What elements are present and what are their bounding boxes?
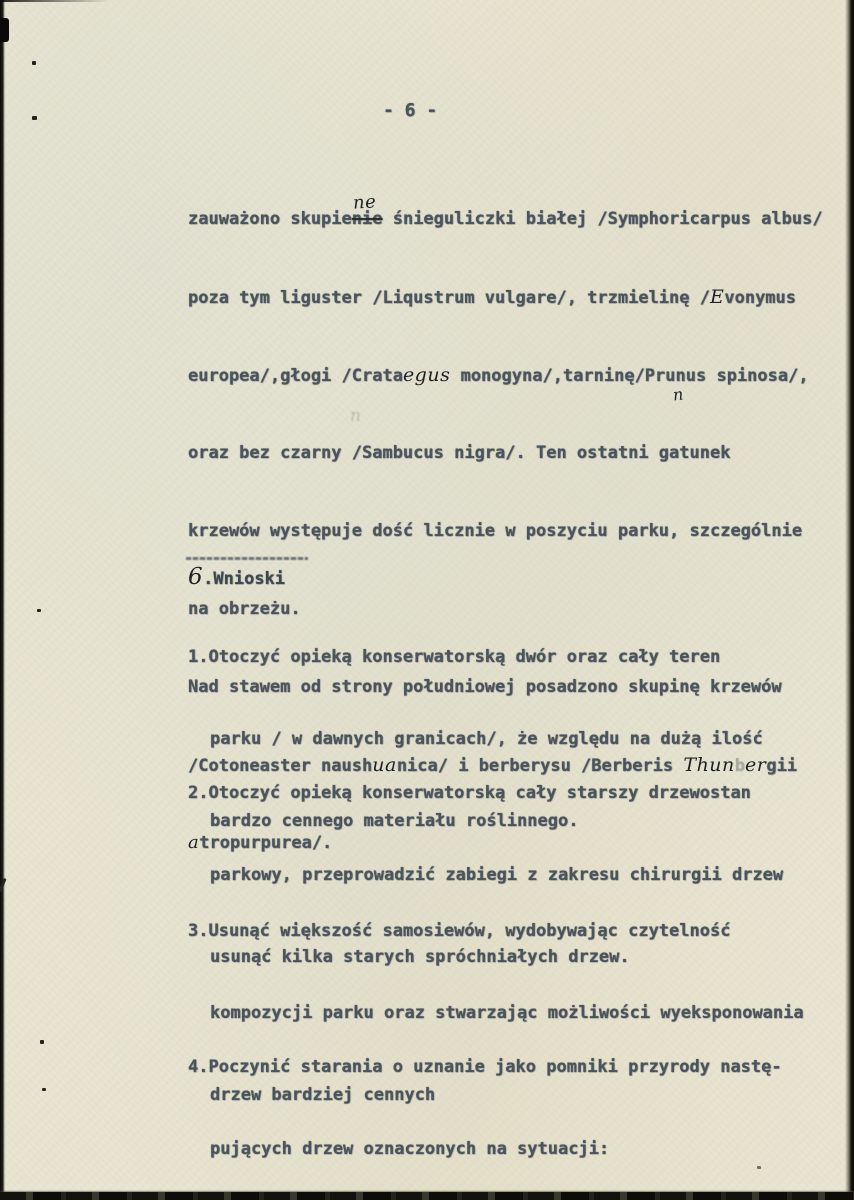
handwritten-correction: n: [671, 384, 685, 405]
handwritten-correction: Thun: [683, 754, 735, 776]
typed-text: nica/ i berberysu /Berberis: [396, 756, 684, 776]
scan-edge-top: [0, 0, 110, 2]
item-line: 1.Otoczyć opieką konserwatorską dwór oraz cały teren: [188, 647, 721, 667]
typed-text: poza tym liguster /Liqustrum vulgare/, trzmielinę /: [188, 288, 710, 308]
typed-text: zauważono skupie: [188, 209, 352, 229]
item-line: parkowy, przeprowadzić zabiegi z zakresu chirurgii drzew: [210, 865, 784, 885]
correction-wrap: [671, 357, 686, 405]
scan-speck: [37, 609, 41, 612]
handwritten-correction: ua: [372, 754, 397, 776]
paragraph-line: [188, 191, 848, 238]
item-line: drzew bardziej cennych: [210, 1085, 436, 1105]
typed-text: us spinosa/,: [685, 366, 809, 386]
typed-text: tropurpurea/.: [199, 833, 333, 853]
heading-line: [188, 558, 285, 596]
item-line: 4.Poczynić starania o uznanie jako pomniki przyrody nastę-: [188, 1057, 782, 1077]
pencil-ghost-mark: n: [350, 406, 361, 426]
item-line: bardzo cennego materiału roślinnego.: [210, 811, 579, 831]
item-line: 2.Otoczyć opieką konserwatorską cały starszy drzewostan: [188, 783, 751, 803]
typed-text: n: [675, 366, 686, 386]
paragraph-line: oraz bez czarny /Sambucus nigra/. Ten ostatni gatunek: [188, 443, 731, 463]
conclusion-item-4: [188, 1006, 848, 1200]
paragraph-line: na obrzeżu.: [188, 599, 301, 619]
typed-text: śnieguliczki białej /Symphoricarpus albus/: [382, 209, 823, 229]
scan-speck: [42, 1088, 46, 1091]
heading-underline: [186, 557, 308, 560]
scan-speck: [40, 1040, 44, 1044]
typed-text: monogyna/,tarninę/Pru: [450, 366, 676, 386]
paragraph-line: [188, 356, 848, 405]
paragraph-line: krzewów występuje dość licznie w poszyciu parku, szczególnie: [188, 521, 803, 541]
handwritten-correction: ne: [352, 191, 377, 214]
correction-wrap: [351, 191, 383, 238]
typed-text: vonymus: [724, 288, 797, 308]
scan-speck: [32, 116, 37, 120]
handwritten-correction: egus: [402, 364, 451, 386]
page-number: - 6 -: [383, 100, 438, 121]
paragraph-line: Nad stawem od strony południowej posadzono skupinę krzewów: [188, 677, 782, 697]
paragraph-line: [188, 278, 848, 316]
handwritten-correction: E: [709, 286, 725, 308]
handwritten-number: 6: [188, 564, 204, 590]
scan-edge-notch: [0, 18, 9, 42]
item-line: 3.Usunąć większość samosiewów, wydobywając czytelność: [188, 921, 731, 941]
item-line: usunąć kilka starych spróchniałych drzew.: [210, 947, 630, 967]
handwritten-correction: a: [188, 832, 200, 853]
typed-text: gii: [766, 756, 798, 776]
handwritten-correction: er: [745, 754, 767, 776]
item-line: kompozycji parku oraz stwarzając możliwości wyeksponowania: [210, 1003, 804, 1023]
item-line: parku / w dawnych granicach/, że względu na dużą ilość: [210, 729, 763, 749]
scan-edge-left: [0, 0, 5, 1200]
item-line: pujących drzew oznaczonych na sytuacji:: [210, 1139, 610, 1159]
heading-text: .Wnioski: [203, 569, 286, 589]
typed-text: europea/,głogi /Crata: [188, 366, 403, 386]
scan-speck: [32, 61, 36, 65]
strikethrough-text: nie: [351, 209, 383, 229]
typed-text: /Cotoneaster naush: [188, 756, 373, 776]
typed-text-faded: b: [734, 756, 746, 776]
